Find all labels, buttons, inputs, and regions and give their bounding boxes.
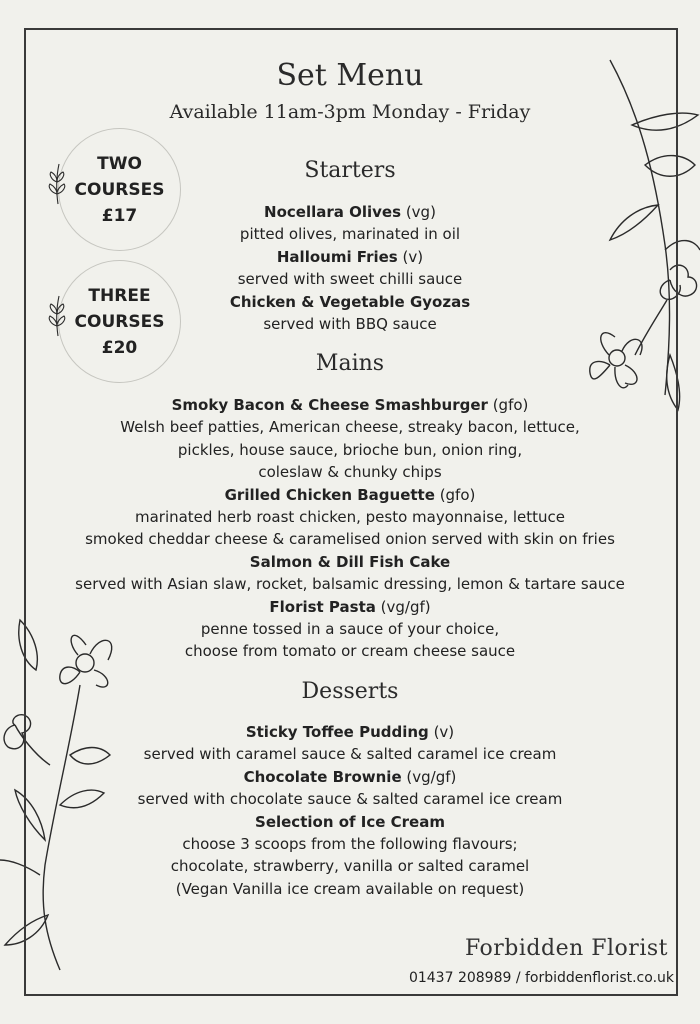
badge-line: TWO <box>97 153 142 174</box>
brand-name: Forbidden Florist <box>464 936 668 961</box>
menu-title: Set Menu <box>276 58 424 93</box>
menu-item-name <box>0 201 700 223</box>
menu-item-name <box>0 766 700 788</box>
item-name: Florist Pasta <box>269 597 376 616</box>
menu-item-name <box>0 811 700 833</box>
section-title-desserts: Desserts <box>301 679 399 704</box>
badge-price: £20 <box>101 337 138 358</box>
menu-availability: Available 11am-3pm Monday - Friday <box>169 101 531 123</box>
contact-details: 01437 208989 / forbiddenflorist.co.uk <box>408 970 674 986</box>
menu-item-name <box>0 596 700 618</box>
item-description: (Vegan Vanilla ice cream available on request) <box>175 879 525 898</box>
item-description: coleslaw & chunky chips <box>258 463 442 482</box>
item-tag: (v) <box>433 723 455 741</box>
item-description: choose from tomato or cream cheese sauce <box>184 642 516 661</box>
item-description: pitted olives, marinated in oil <box>239 225 461 244</box>
item-name: Grilled Chicken Baguette <box>224 485 435 504</box>
item-name: Salmon & Dill Fish Cake <box>249 552 451 571</box>
item-tag: (vg) <box>405 203 436 221</box>
item-name: Chicken & Vegetable Gyozas <box>229 292 471 311</box>
badge-line: THREE <box>88 285 151 306</box>
menu-item-name <box>0 394 700 416</box>
menu-item-name <box>0 484 700 506</box>
item-tag: (v) <box>402 247 424 266</box>
item-description: penne tossed in a sauce of your choice, <box>200 620 500 639</box>
item-description: served with chocolate sauce & salted caramel ice cream <box>137 790 563 809</box>
item-description: served with Asian slaw, rocket, balsamic dressing, lemon & tartare sauce <box>75 575 625 594</box>
starters-list <box>0 201 700 335</box>
menu-item-name <box>0 246 700 268</box>
mains-list <box>0 394 700 663</box>
item-name: Halloumi Fries <box>276 247 398 266</box>
item-name: Chocolate Brownie <box>243 767 402 786</box>
badge-line: COURSES <box>74 179 165 200</box>
menu-item-name <box>0 551 700 573</box>
item-description: served with caramel sauce & salted caramel ice cream <box>143 745 557 764</box>
badge-price: £17 <box>101 205 138 226</box>
item-name: Sticky Toffee Pudding <box>245 723 429 741</box>
badge-line: COURSES <box>74 311 165 332</box>
item-name: Smoky Bacon & Cheese Smashburger <box>171 396 488 414</box>
item-description: smoked cheddar cheese & caramelised onion served with skin on fries <box>85 530 615 549</box>
item-description: choose 3 scoops from the following flavours; <box>182 835 518 854</box>
menu-item-name <box>0 721 700 743</box>
section-title-mains: Mains <box>315 351 385 376</box>
item-description: chocolate, strawberry, vanilla or salted caramel <box>170 857 530 876</box>
item-tag: (gfo) <box>439 485 476 504</box>
item-tag: (vg/gf) <box>406 767 457 786</box>
desserts-list <box>0 721 700 900</box>
item-description: Welsh beef patties, American cheese, streaky bacon, lettuce, <box>120 418 580 437</box>
item-name: Nocellara Olives <box>264 203 402 221</box>
item-description: pickles, house sauce, brioche bun, onion ring, <box>177 440 523 459</box>
item-description: served with sweet chilli sauce <box>237 270 463 289</box>
section-title-starters: Starters <box>304 158 396 183</box>
menu-item-name <box>0 291 700 313</box>
item-description: marinated herb roast chicken, pesto mayonnaise, lettuce <box>134 508 566 527</box>
item-name: Selection of Ice Cream <box>255 812 445 831</box>
item-tag: (gfo) <box>492 396 529 414</box>
item-description: served with BBQ sauce <box>263 315 437 334</box>
item-tag: (vg/gf) <box>380 597 431 616</box>
